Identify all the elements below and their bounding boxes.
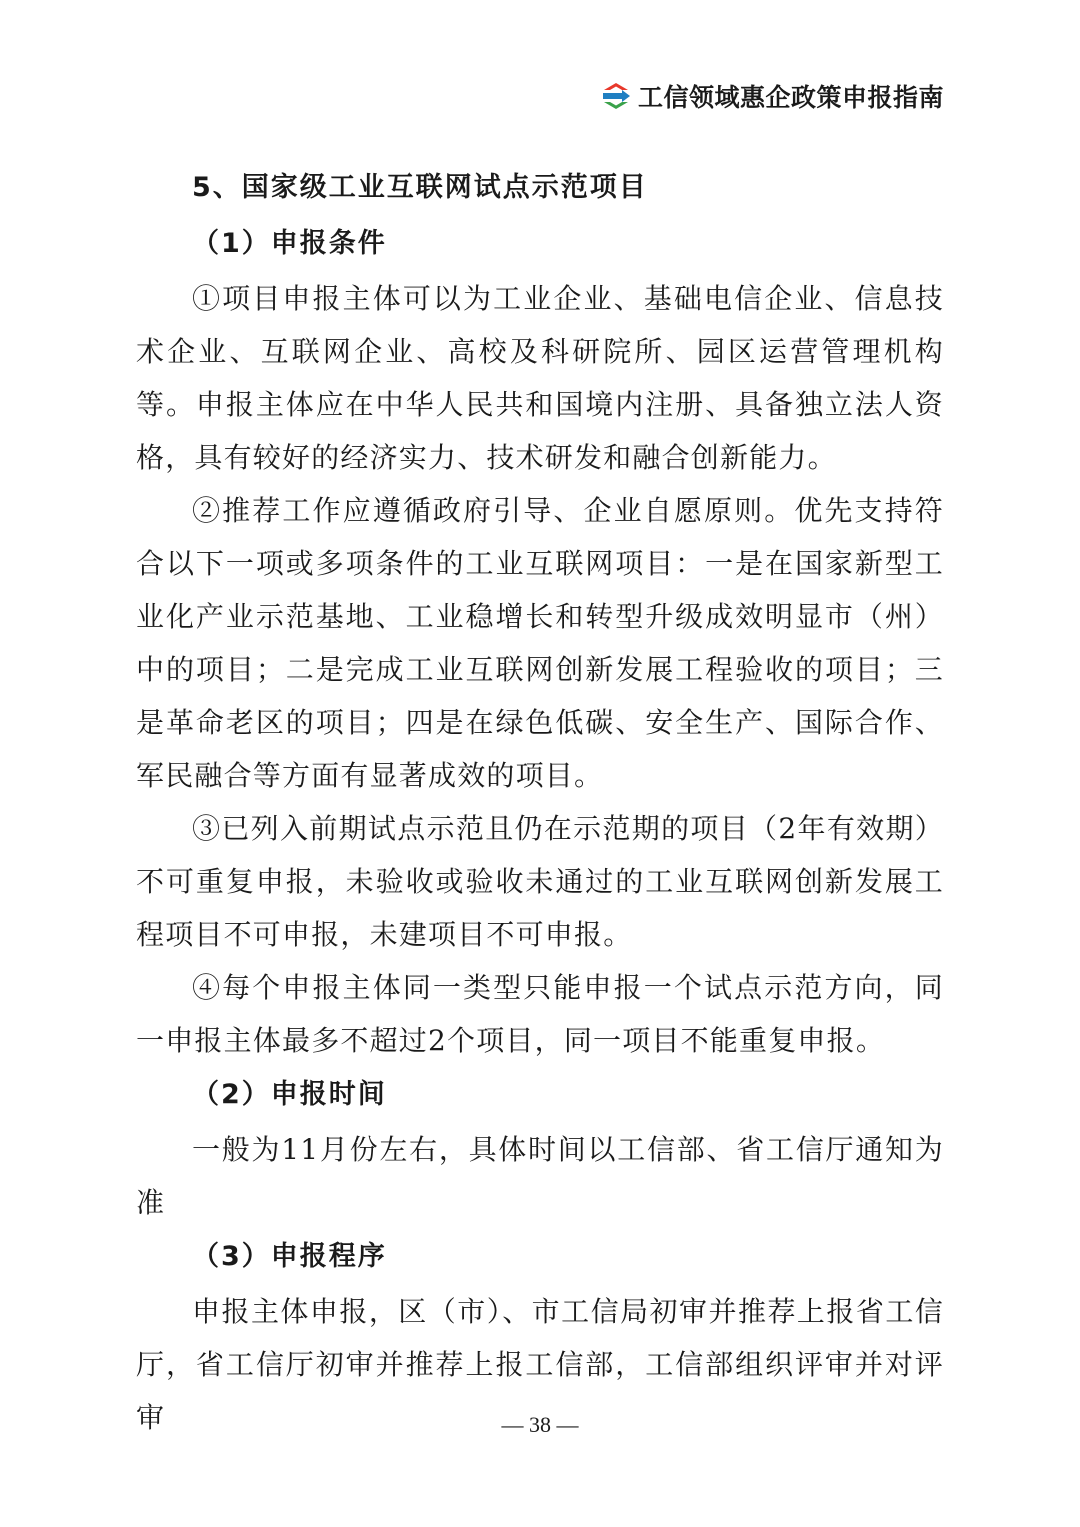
section-heading: 5、国家级工业互联网试点示范项目 — [192, 172, 648, 203]
paragraph-condition-4: ④每个申报主体同一类型只能申报一个试点示范方向，同一申报主体最多不超过2个项目，同一项目不能重复申报。 — [136, 971, 944, 1057]
paragraph-condition-2: ②推荐工作应遵循政府引导、企业自愿原则。优先支持符合以下一项或多项条件的工业互联网项目：一是在国家新型工业化产业示范基地、工业稳增长和转型升级成效明显市（州）中的项目；二是完成工业互联网创新发展工程验收的项目；三是革命老区的项目；四是在绿色低碳、安全生产、国际合作、军民融合等方面有显著成效的项目。 — [136, 494, 944, 792]
stacked-arrows-logo-icon — [600, 81, 632, 111]
header-title: 工信领域惠企政策申报指南 — [637, 83, 944, 112]
document-body — [136, 160, 944, 1444]
page-number: — 38 — — [501, 1412, 579, 1437]
subheading-conditions: （1）申报条件 — [192, 228, 387, 259]
paragraph-condition-3: ③已列入前期试点示范且仍在示范期的项目（2年有效期）不可重复申报，未验收或验收未通过的工业互联网创新发展工程项目不可申报，未建项目不可申报。 — [136, 812, 944, 951]
subheading-time: （2）申报时间 — [192, 1079, 387, 1110]
subheading-procedure: （3）申报程序 — [192, 1241, 387, 1272]
paragraph-time: 一般为11月份左右，具体时间以工信部、省工信厅通知为准 — [136, 1133, 944, 1219]
paragraph-condition-1: ①项目申报主体可以为工业企业、基础电信企业、信息技术企业、互联网企业、高校及科研院所、园区运营管理机构等。申报主体应在中华人民共和国境内注册、具备独立法人资格，具有较好的经济实力、技术研发和融合创新能力。 — [136, 282, 944, 474]
page-header — [600, 78, 944, 114]
paragraph-procedure: 申报主体申报，区（市）、市工信局初审并推荐上报省工信厅，省工信厅初审并推荐上报工信部，工信部组织评审并对评审 — [136, 1295, 944, 1434]
